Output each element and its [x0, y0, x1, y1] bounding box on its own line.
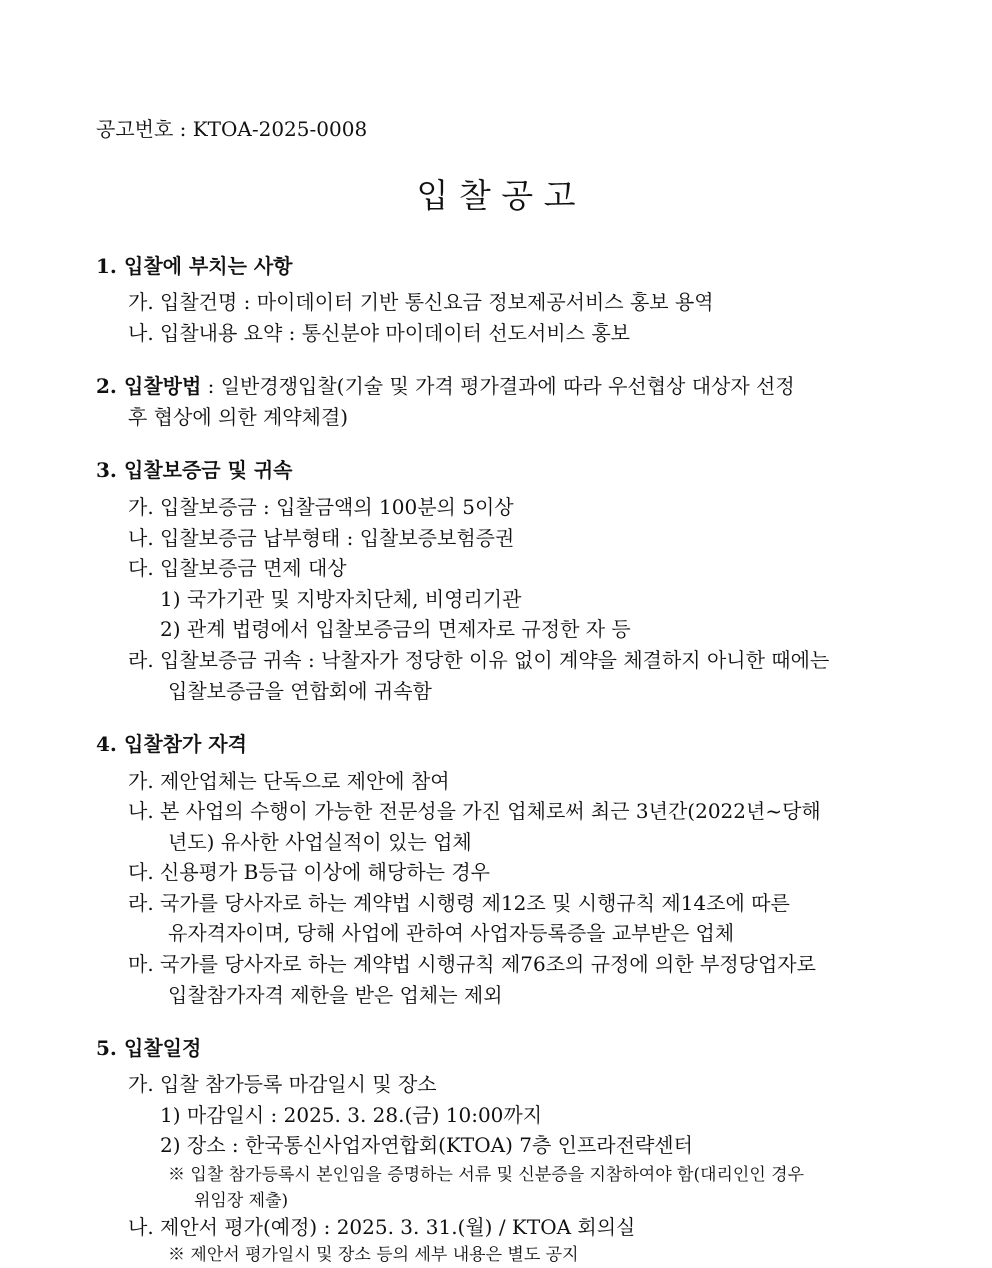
section-title: 입찰참가 자격 — [124, 732, 247, 756]
section-5-item-a-1: 1) 마감일시 : 2025. 3. 28.(금) 10:00까지 — [160, 1103, 543, 1127]
section-4-item-c: 다. 신용평가 B등급 이상에 해당하는 경우 — [128, 860, 490, 884]
section-3-item-d-line-2: 입찰보증금을 연합회에 귀속함 — [168, 679, 432, 703]
section-title: 입찰일정 — [124, 1036, 202, 1060]
section-3-item-a: 가. 입찰보증금 : 입찰금액의 100분의 5이상 — [128, 495, 514, 519]
section-4-item-b-line-2: 년도) 유사한 사업실적이 있는 업체 — [168, 830, 472, 854]
section-4-heading — [96, 731, 247, 757]
section-5-note-2: ※ 제안서 평가일시 및 장소 등의 세부 내용은 별도 공지 — [168, 1245, 579, 1265]
section-number: 1. — [96, 254, 117, 278]
section-3-item-c: 다. 입찰보증금 면제 대상 — [128, 556, 347, 580]
section-5-item-a: 가. 입찰 참가등록 마감일시 및 장소 — [128, 1072, 437, 1096]
notice-number: 공고번호 : KTOA-2025-0008 — [96, 117, 368, 141]
section-1-heading — [96, 253, 293, 279]
section-4-item-a: 가. 제안업체는 단독으로 제안에 참여 — [128, 769, 450, 793]
section-3-item-c-1: 1) 국가기관 및 지방자치단체, 비영리기관 — [160, 587, 522, 611]
section-number: 3. — [96, 458, 117, 482]
section-5-heading — [96, 1035, 201, 1061]
section-2-text-line-2: 후 협상에 의한 계약체결) — [128, 405, 349, 429]
section-5-item-a-2: 2) 장소 : 한국통신사업자연합회(KTOA) 7층 인프라전략센터 — [160, 1133, 693, 1157]
section-4-item-e-line-1: 마. 국가를 당사자로 하는 계약법 시행규칙 제76조의 규정에 의한 부정당업자로 — [128, 952, 816, 976]
section-3-item-c-2: 2) 관계 법령에서 입찰보증금의 면제자로 규정한 자 등 — [160, 617, 631, 641]
section-4-item-e-line-2: 입찰참가자격 제한을 받은 업체는 제외 — [168, 983, 503, 1007]
section-3-heading — [96, 457, 293, 483]
section-4-item-d-line-1: 라. 국가를 당사자로 하는 계약법 시행령 제12조 및 시행규칙 제14조에 따른 — [128, 891, 790, 915]
section-5-note-1-line-1: ※ 입찰 참가등록시 본인임을 증명하는 서류 및 신분증을 지참하여야 함(대리인인 경우 — [168, 1165, 805, 1185]
section-3-item-d-line-1: 라. 입찰보증금 귀속 : 낙찰자가 정당한 이유 없이 계약을 체결하지 아니한 때에는 — [128, 648, 830, 672]
section-3-item-b: 나. 입찰보증금 납부형태 : 입찰보증보험증권 — [128, 526, 515, 550]
section-4-item-d-line-2: 유자격자이며, 당해 사업에 관하여 사업자등록증을 교부받은 업체 — [168, 921, 735, 945]
section-1-item-b: 나. 입찰내용 요약 : 통신분야 마이데이터 선도서비스 홍보 — [128, 321, 630, 345]
section-5-item-b: 나. 제안서 평가(예정) : 2025. 3. 31.(월) / KTOA 회의실 — [128, 1215, 636, 1239]
document-title: 입 찰 공 고 — [416, 176, 576, 215]
section-2-heading — [96, 373, 896, 399]
section-title: 입찰보증금 및 귀속 — [124, 458, 293, 482]
section-title: 입찰방법 — [124, 374, 202, 398]
section-1-item-a: 가. 입찰건명 : 마이데이터 기반 통신요금 정보제공서비스 홍보 용역 — [128, 290, 714, 314]
section-number: 4. — [96, 732, 117, 756]
section-2-text-line-1: : 일반경쟁입찰(기술 및 가격 평가결과에 따라 우선협상 대상자 선정 — [201, 374, 795, 398]
section-5-note-1-line-2: 위임장 제출) — [194, 1191, 289, 1211]
section-number: 2. — [96, 374, 117, 398]
section-number: 5. — [96, 1036, 117, 1060]
section-4-item-b-line-1: 나. 본 사업의 수행이 가능한 전문성을 가진 업체로써 최근 3년간(2022년~당해 — [128, 799, 821, 823]
section-title: 입찰에 부치는 사항 — [124, 254, 293, 278]
